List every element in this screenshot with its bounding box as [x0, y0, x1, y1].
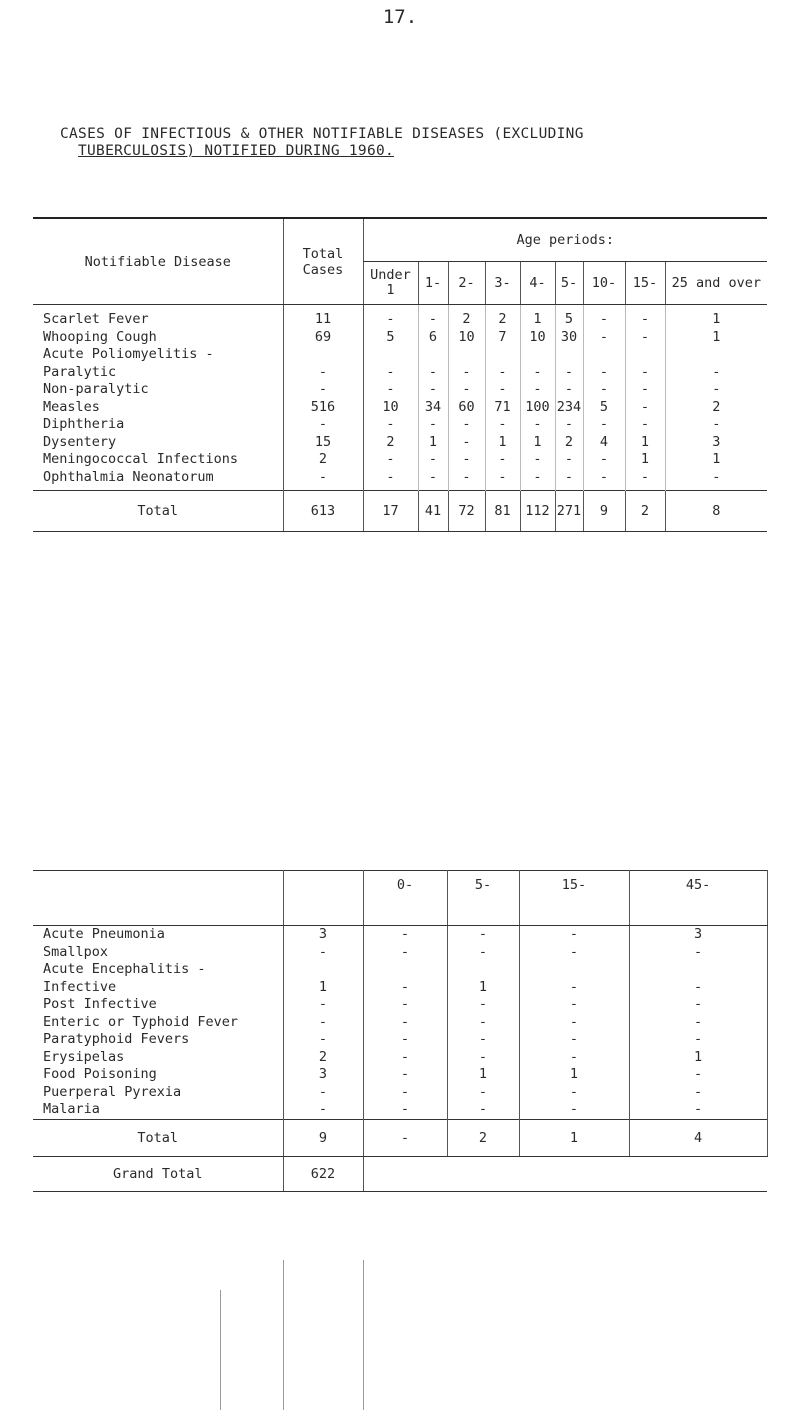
age-count-cell: - [448, 469, 485, 491]
age-count-cell: - [418, 305, 448, 329]
table-row [33, 346, 767, 364]
table-row [33, 1101, 767, 1119]
age-total-cell: - [363, 1119, 447, 1156]
table-row [33, 961, 767, 979]
age-total-cell: 9 [583, 491, 625, 532]
total-label: Total [33, 1119, 283, 1156]
age-count-cell: - [363, 364, 418, 382]
age-count-cell: - [363, 305, 418, 329]
age-count-cell: - [363, 451, 418, 469]
table-row [33, 434, 767, 452]
age-count-cell: - [447, 1031, 519, 1049]
age-total-cell: 41 [418, 491, 448, 532]
total-row [33, 491, 767, 532]
age-count-cell: - [583, 305, 625, 329]
table-b-header-blank [33, 871, 283, 926]
age-count-cell [485, 346, 520, 364]
grand-total-cell: 622 [283, 1156, 363, 1191]
disease-name: Non-paralytic [43, 381, 149, 397]
age-count-cell: 2 [665, 399, 767, 417]
age-count-cell: - [447, 1049, 519, 1067]
table-row [33, 416, 767, 434]
age-count-cell: - [363, 944, 447, 962]
table-row [33, 305, 767, 329]
disease-name: Puerperal Pyrexia [43, 1083, 182, 1100]
age-count-cell: - [519, 1031, 629, 1049]
age-column-header: 2- [448, 262, 485, 305]
table-row [33, 1084, 767, 1102]
age-count-cell: 1 [485, 434, 520, 452]
grand-total-row [33, 1156, 767, 1191]
disease-name: Whooping Cough [43, 328, 157, 345]
age-band-header: 0- [363, 871, 447, 926]
age-count-cell: - [665, 416, 767, 434]
ruled-line [283, 1260, 284, 1410]
age-count-cell: 2 [363, 434, 418, 452]
age-count-cell: 1 [665, 305, 767, 329]
age-count-cell: - [418, 469, 448, 491]
table-row [33, 399, 767, 417]
age-count-cell: - [520, 451, 555, 469]
age-count-cell: - [519, 979, 629, 997]
age-count-cell: - [363, 1066, 447, 1084]
total-cases-label: Total Cases [302, 245, 344, 278]
age-count-cell [625, 346, 665, 364]
age-count-cell: - [418, 416, 448, 434]
total-cases-cell: 2 [283, 1049, 363, 1067]
age-count-cell: 3 [665, 434, 767, 452]
grand-total-blank [363, 1156, 767, 1191]
table-row [33, 979, 767, 997]
age-count-cell [520, 346, 555, 364]
total-cases-cell: 3 [283, 926, 363, 944]
age-count-cell: - [485, 469, 520, 491]
table-row [33, 1066, 767, 1084]
age-count-cell: - [629, 1014, 767, 1032]
page-title [60, 126, 780, 160]
age-count-cell: - [363, 416, 418, 434]
age-count-cell: 5 [363, 329, 418, 347]
age-count-cell: - [583, 469, 625, 491]
age-count-cell: - [629, 944, 767, 962]
age-count-cell [363, 346, 418, 364]
age-column-header: Under 1 [363, 262, 418, 305]
table-row [33, 926, 767, 944]
disease-name: Acute Encephalitis - [43, 961, 206, 977]
age-count-cell: - [629, 1101, 767, 1119]
age-count-cell: - [485, 381, 520, 399]
ruled-line [220, 1290, 221, 1410]
age-count-cell: 3 [629, 926, 767, 944]
table-row [33, 329, 767, 347]
age-count-cell: 5 [583, 399, 625, 417]
title-line-1: CASES OF INFECTIOUS & OTHER NOTIFIABLE DISEASES (EXCLUDING [60, 126, 584, 142]
total-cases-cell: - [283, 944, 363, 962]
total-cases-cell: 69 [283, 329, 363, 347]
total-cases-cell: - [283, 364, 363, 382]
age-count-cell: - [448, 381, 485, 399]
age-count-cell: - [629, 979, 767, 997]
age-count-cell: - [629, 1084, 767, 1102]
age-column-header: 4- [520, 262, 555, 305]
age-count-cell: - [363, 979, 447, 997]
total-cases-cell [283, 961, 363, 979]
age-count-cell: - [485, 364, 520, 382]
age-count-cell: 60 [448, 399, 485, 417]
age-count-cell: 1 [520, 305, 555, 329]
age-count-cell: - [555, 451, 583, 469]
total-cases-cell: - [283, 381, 363, 399]
disease-name: Meningococcal Infections [43, 451, 239, 467]
total-cases-cell: - [283, 1084, 363, 1102]
ruled-line [363, 1260, 364, 1410]
age-count-cell: - [363, 926, 447, 944]
age-total-cell: 271 [555, 491, 583, 532]
age-column-header: 1- [418, 262, 448, 305]
age-count-cell: 1 [665, 451, 767, 469]
age-count-cell: - [485, 416, 520, 434]
total-cases-cell: 1 [283, 979, 363, 997]
disease-name: Diphtheria [43, 416, 125, 432]
age-count-cell: - [418, 381, 448, 399]
age-count-cell: - [665, 469, 767, 491]
age-count-cell: - [448, 451, 485, 469]
age-count-cell: 1 [418, 434, 448, 452]
age-count-cell: 10 [363, 399, 418, 417]
age-count-cell: - [665, 364, 767, 382]
age-count-cell: - [629, 1031, 767, 1049]
table-row [33, 944, 767, 962]
age-count-cell: 10 [448, 329, 485, 347]
disease-name: Scarlet Fever [43, 311, 149, 327]
total-cases-cell: 3 [283, 1066, 363, 1084]
age-count-cell [583, 346, 625, 364]
age-band-header: 45- [629, 871, 767, 926]
disease-name: Paralytic [43, 363, 117, 380]
total-cases-cell: - [283, 996, 363, 1014]
disease-name: Ophthalmia Neonatorum [43, 468, 214, 485]
age-count-cell: - [520, 469, 555, 491]
age-count-cell: 71 [485, 399, 520, 417]
age-count-cell: 1 [520, 434, 555, 452]
age-count-cell: 1 [625, 434, 665, 452]
table-a-header-row [33, 218, 767, 262]
age-count-cell: - [583, 364, 625, 382]
age-count-cell: - [418, 451, 448, 469]
age-count-cell: - [519, 944, 629, 962]
age-total-cell: 1 [519, 1119, 629, 1156]
total-cases-cell: 2 [283, 451, 363, 469]
age-count-cell: - [665, 381, 767, 399]
age-count-cell: - [583, 329, 625, 347]
age-count-cell: 1 [665, 329, 767, 347]
age-count-cell: 6 [418, 329, 448, 347]
age-count-cell: - [519, 1014, 629, 1032]
total-cases-cell: 9 [283, 1119, 363, 1156]
age-count-cell [363, 961, 447, 979]
table-row [33, 996, 767, 1014]
table-row [33, 364, 767, 382]
age-count-cell: - [519, 1049, 629, 1067]
age-count-cell: - [363, 381, 418, 399]
age-count-cell: - [519, 1084, 629, 1102]
age-count-cell: - [447, 1014, 519, 1032]
disease-name: Acute Pneumonia [43, 926, 165, 942]
age-count-cell: - [520, 364, 555, 382]
age-total-cell: 2 [447, 1119, 519, 1156]
age-count-cell: - [447, 926, 519, 944]
disease-column-header: Notifiable Disease [33, 218, 283, 305]
table-row [33, 1031, 767, 1049]
age-count-cell: - [555, 469, 583, 491]
disease-name: Malaria [43, 1101, 100, 1117]
disease-name: Acute Poliomyelitis - [43, 346, 214, 362]
age-count-cell: - [363, 996, 447, 1014]
age-count-cell: - [555, 381, 583, 399]
age-count-cell: - [363, 1014, 447, 1032]
age-count-cell: - [555, 364, 583, 382]
age-count-cell: - [520, 416, 555, 434]
disease-name: Smallpox [43, 943, 109, 960]
total-cases-cell: 11 [283, 305, 363, 329]
age-total-cell: 4 [629, 1119, 767, 1156]
age-count-cell: - [625, 305, 665, 329]
age-count-cell: - [447, 944, 519, 962]
age-count-cell: 1 [447, 979, 519, 997]
age-count-cell: - [447, 1084, 519, 1102]
title-line-2: TUBERCULOSIS) NOTIFIED DURING 1960. [78, 143, 395, 159]
age-count-cell: - [363, 1049, 447, 1067]
age-count-cell [555, 346, 583, 364]
age-count-cell: - [583, 451, 625, 469]
age-periods-header: Age periods: [363, 218, 767, 262]
age-count-cell: - [629, 996, 767, 1014]
age-count-cell: - [583, 381, 625, 399]
total-cases-cell: - [283, 1031, 363, 1049]
disease-name: Erysipelas [43, 1048, 125, 1065]
age-count-cell: - [363, 1101, 447, 1119]
age-count-cell: - [418, 364, 448, 382]
age-column-header: 5- [555, 262, 583, 305]
total-cases-cell [283, 346, 363, 364]
age-count-cell [447, 961, 519, 979]
age-count-cell: - [519, 1101, 629, 1119]
page-number: 17. [382, 6, 418, 28]
age-count-cell: 4 [583, 434, 625, 452]
age-total-cell: 8 [665, 491, 767, 532]
age-count-cell: - [625, 469, 665, 491]
age-count-cell: - [363, 469, 418, 491]
age-count-cell: 1 [519, 1066, 629, 1084]
age-count-cell: - [520, 381, 555, 399]
age-count-cell [418, 346, 448, 364]
total-row [33, 1119, 767, 1156]
age-count-cell [665, 346, 767, 364]
age-count-cell [448, 346, 485, 364]
table-row [33, 1049, 767, 1067]
total-cases-cell: 15 [283, 434, 363, 452]
disease-name: Paratyphoid Fevers [43, 1031, 190, 1047]
age-count-cell: - [363, 1031, 447, 1049]
total-cases-cell: - [283, 1101, 363, 1119]
age-count-cell: 1 [629, 1049, 767, 1067]
disease-name: Enteric or Typhoid Fever [43, 1013, 239, 1030]
disease-name: Food Poisoning [43, 1066, 157, 1082]
disease-name: Post Infective [43, 996, 157, 1012]
age-band-header: 15- [519, 871, 629, 926]
age-count-cell: - [519, 926, 629, 944]
total-cases-cell: - [283, 416, 363, 434]
age-count-cell: - [519, 996, 629, 1014]
age-count-cell: - [485, 451, 520, 469]
age-total-cell: 72 [448, 491, 485, 532]
age-total-cell: 2 [625, 491, 665, 532]
age-count-cell: - [448, 364, 485, 382]
disease-name: Dysentery [43, 433, 117, 450]
table-row [33, 451, 767, 469]
age-count-cell: 2 [555, 434, 583, 452]
age-count-cell: - [625, 416, 665, 434]
total-cases-cell: - [283, 1014, 363, 1032]
notifiable-diseases-table [33, 217, 767, 532]
age-total-cell: 81 [485, 491, 520, 532]
total-cases-cell: 516 [283, 399, 363, 417]
total-cases-cell: - [283, 469, 363, 491]
total-cases-cell: 613 [283, 491, 363, 532]
age-column-header: 3- [485, 262, 520, 305]
age-count-cell: 30 [555, 329, 583, 347]
age-count-cell: - [625, 364, 665, 382]
age-band-header: 5- [447, 871, 519, 926]
table-row [33, 1014, 767, 1032]
age-count-cell: - [625, 381, 665, 399]
age-count-cell: 234 [556, 398, 582, 415]
total-label: Total [33, 491, 283, 532]
age-column-header: 10- [583, 262, 625, 305]
age-count-cell: 34 [418, 399, 448, 417]
table-row [33, 381, 767, 399]
age-count-cell: 7 [485, 329, 520, 347]
age-count-cell: - [583, 416, 625, 434]
age-count-cell: 2 [448, 305, 485, 329]
age-count-cell: 1 [625, 451, 665, 469]
age-column-header: 25 and over [665, 262, 767, 305]
age-count-cell: - [447, 996, 519, 1014]
age-count-cell [519, 961, 629, 979]
age-count-cell: - [625, 399, 665, 417]
age-count-cell: 2 [485, 305, 520, 329]
age-column-header: 15- [625, 262, 665, 305]
grand-total-label: Grand Total [33, 1156, 283, 1191]
age-count-cell: 1 [447, 1066, 519, 1084]
age-count-cell: - [363, 1084, 447, 1102]
age-count-cell: - [625, 329, 665, 347]
disease-name: Measles [43, 398, 100, 415]
table-b-header-total-blank [283, 871, 363, 926]
disease-name: Infective [43, 978, 117, 995]
age-count-cell: 10 [520, 329, 555, 347]
age-total-cell: 112 [520, 491, 555, 532]
age-count-cell: - [447, 1101, 519, 1119]
other-diseases-table [33, 870, 767, 1192]
age-count-cell: 100 [520, 399, 555, 417]
table-b-header-row [33, 871, 767, 926]
age-total-cell: 17 [363, 491, 418, 532]
age-count-cell: - [448, 434, 485, 452]
age-count-cell: 5 [555, 305, 583, 329]
age-count-cell [629, 961, 767, 979]
age-count-cell: - [555, 416, 583, 434]
age-count-cell: - [448, 416, 485, 434]
table-row [33, 469, 767, 491]
total-cases-column-header [283, 218, 363, 305]
age-count-cell: - [629, 1066, 767, 1084]
